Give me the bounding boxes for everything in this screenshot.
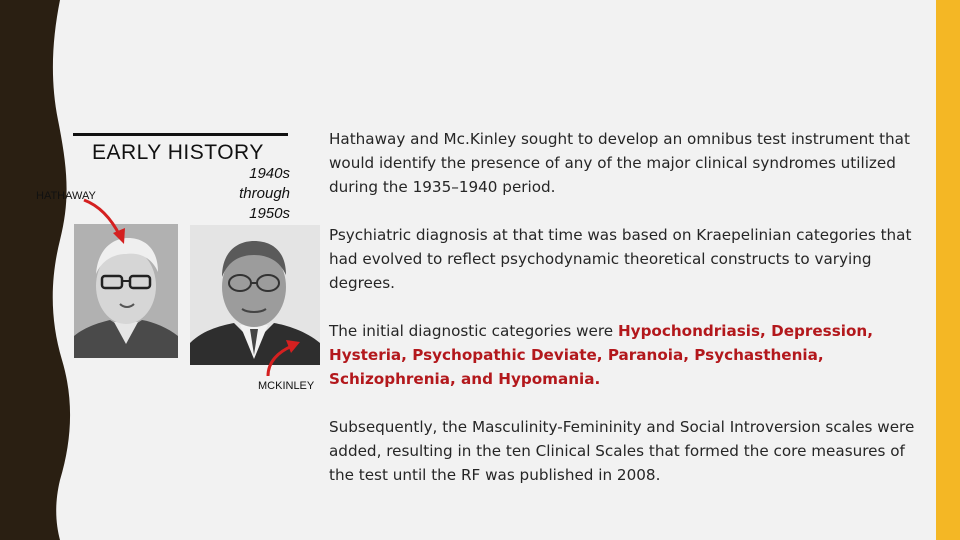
hathaway-label: HATHAWAY [36,190,96,202]
paragraph-4: Subsequently, the Masculinity-Femininity and Social Introversion scales were added, resulting in the ten Clinical Scales that formed the core measures of the test until the RF was published in 2008. [329,418,915,484]
hathaway-arrow-icon [113,228,125,244]
period-label: 1940s through 1950s [239,165,290,222]
paragraph-2: Psychiatric diagnosis at that time was based on Kraepelinian categories that had evolved to reflect psychodynamic theoretical constructs to varying degrees. [329,226,912,292]
paragraph-3-intro: The initial diagnostic categories were [329,322,618,340]
mckinley-label: MCKINLEY [258,380,315,392]
slide-title: EARLY HISTORY [92,141,264,164]
paragraph-3 [329,319,919,391]
paragraph-1: Hathaway and Mc.Kinley sought to develop an omnibus test instrument that would identify the presence of any of the major clinical syndromes utilized during the 1935–1940 period. [329,130,910,196]
clinical-categories-highlight: Hypochondriasis, Depression, Hysteria, Psychopathic Deviate, Paranoia, Psychasthenia, Schizophrenia, and Hypomania. [329,322,873,388]
body-text [329,127,919,511]
